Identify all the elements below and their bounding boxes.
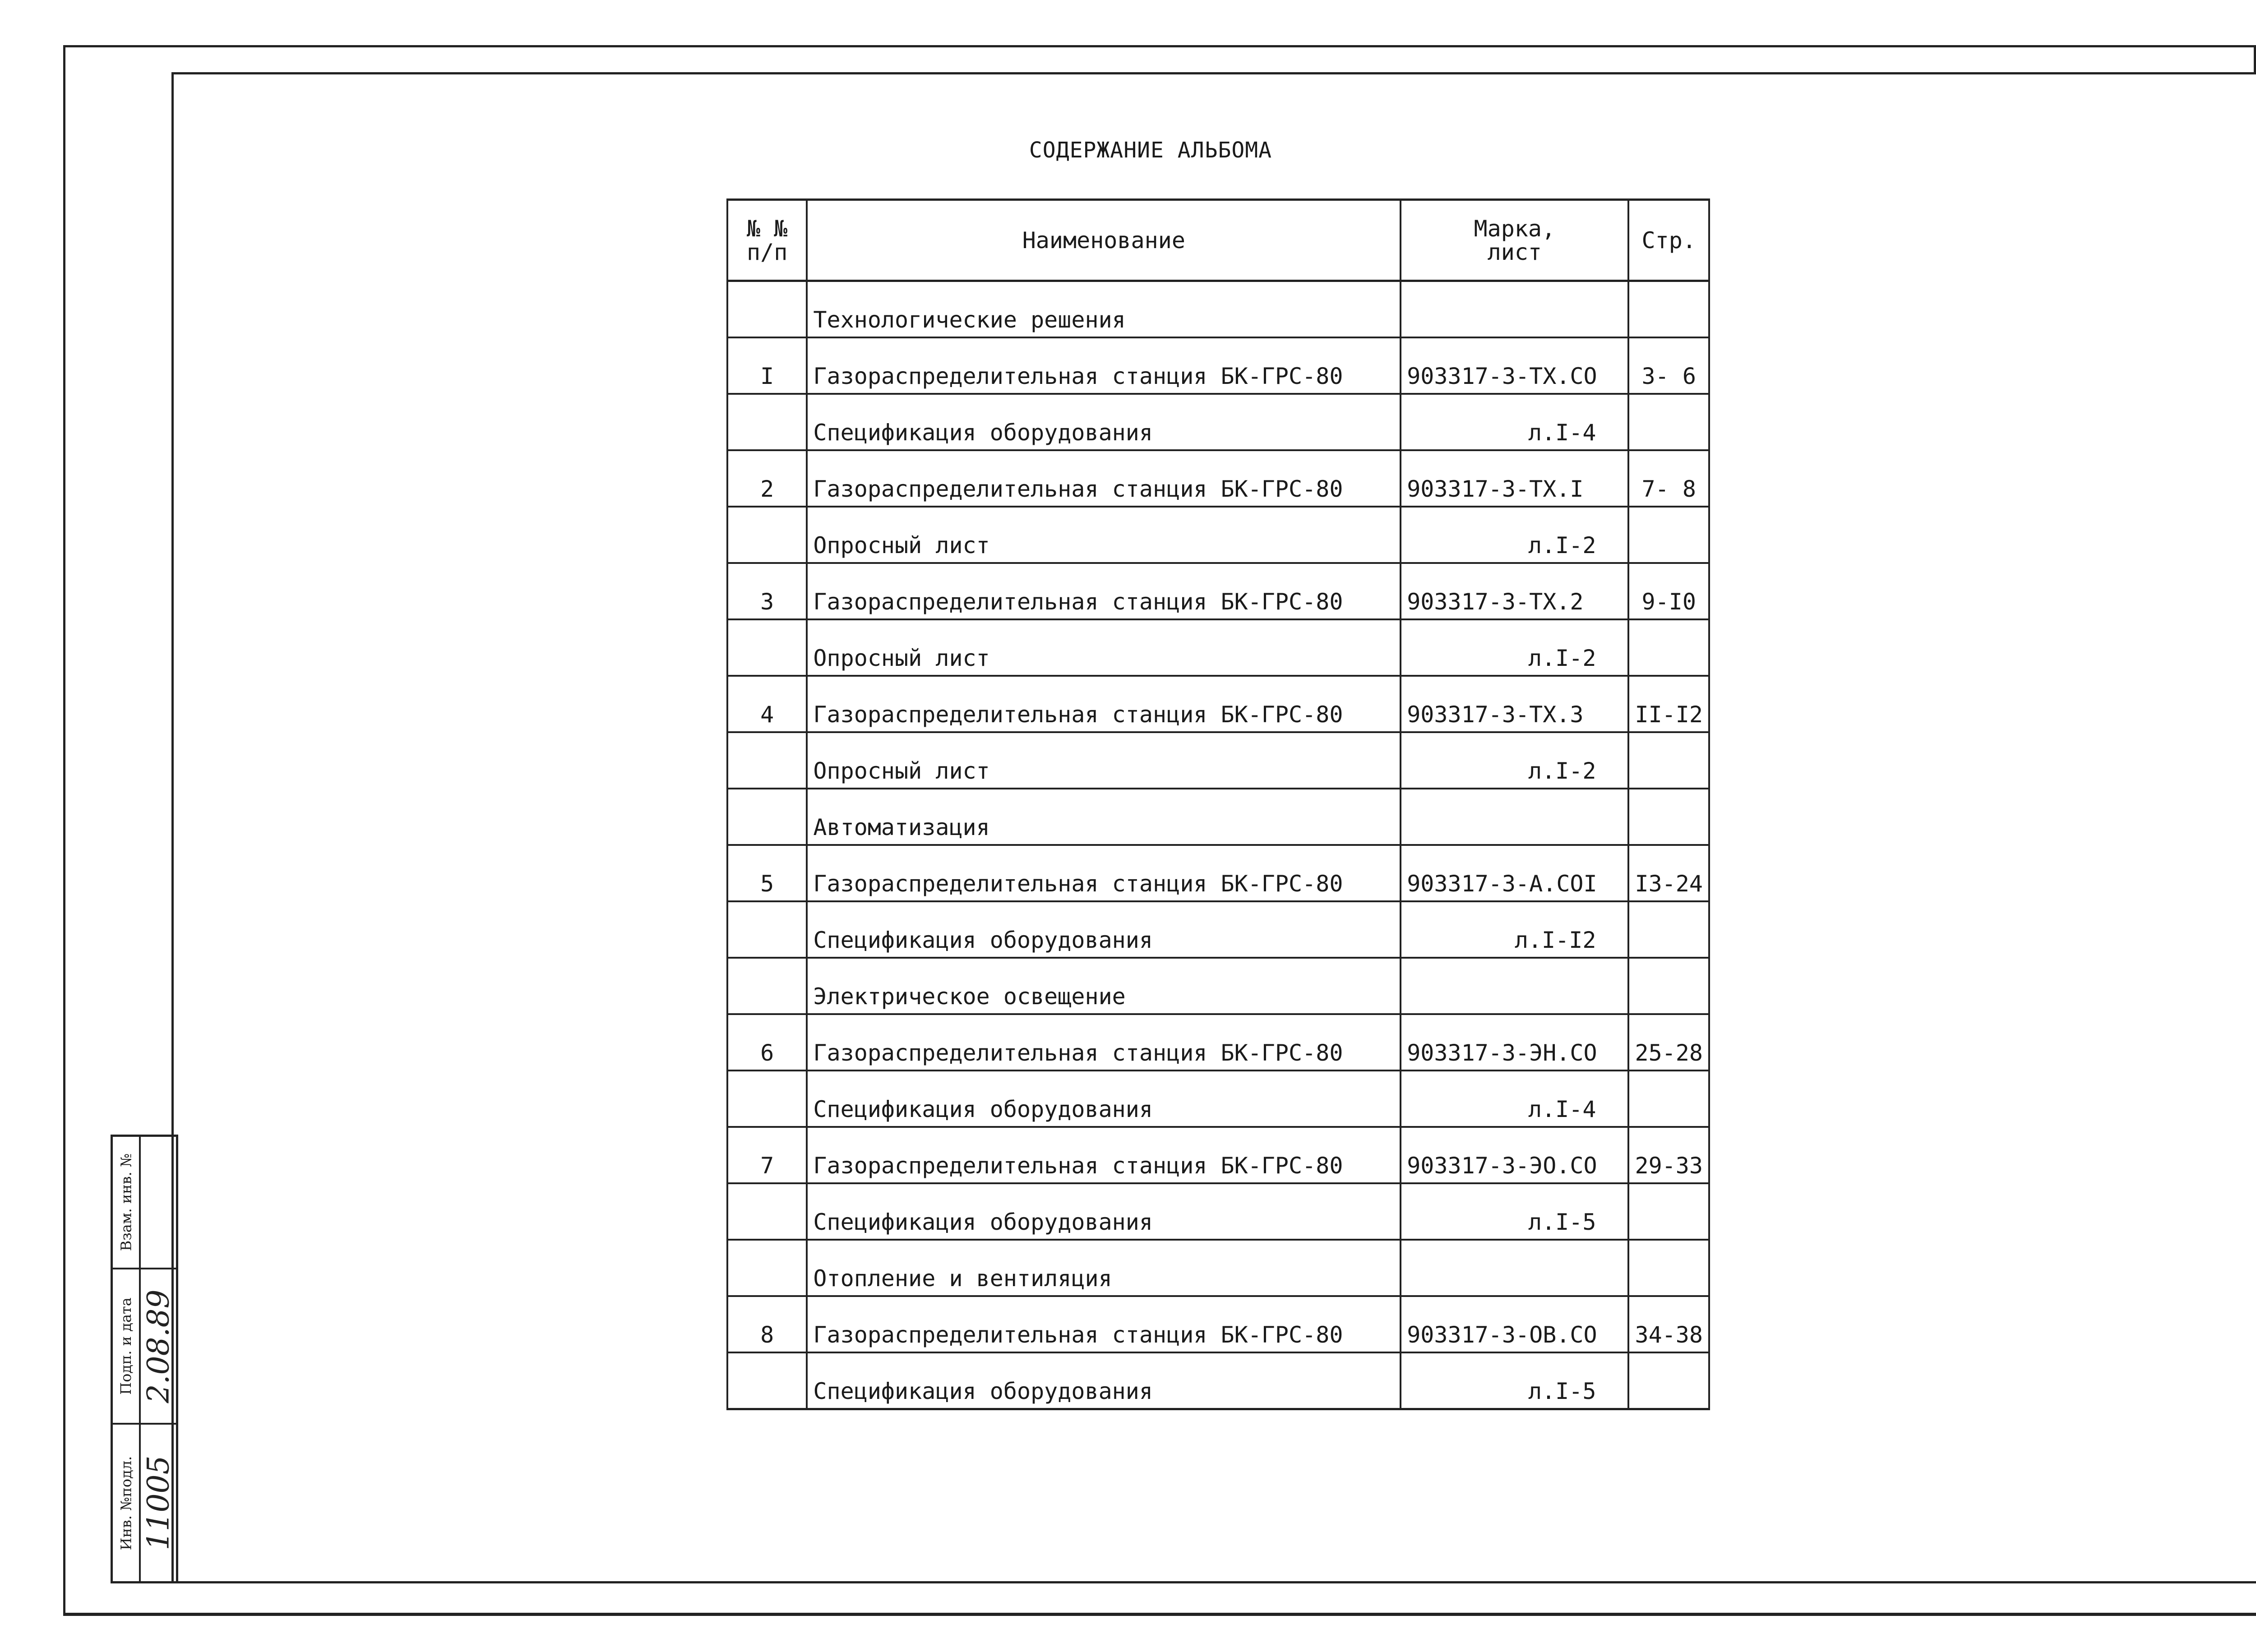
row-page-cell [1628, 1071, 1709, 1127]
table-row-section [727, 789, 1709, 845]
row-page-cell [1628, 281, 1709, 338]
row-num-cell [727, 958, 807, 1014]
row-num-cell: I [727, 337, 807, 394]
row-name-cell: Спецификация оборудования [807, 1071, 1401, 1127]
row-name-cell: Спецификация оборудования [807, 901, 1401, 958]
row-page-cell: 7- 8 [1628, 450, 1709, 507]
table-row-item [727, 450, 1709, 507]
row-num-cell: 8 [727, 1296, 807, 1352]
stamp-inv-label: Инв. №подл. [117, 1456, 135, 1550]
row-page-cell [1628, 507, 1709, 563]
row-mark-cell: 903317-3-А.СОI [1401, 845, 1628, 901]
row-name-cell: Газораспределительная станция БК-ГРС-80 [807, 1014, 1401, 1071]
row-name-cell: Опросный лист [807, 732, 1401, 789]
stamp-replace-label-cell [113, 1137, 139, 1269]
row-num-cell [727, 394, 807, 450]
row-name-cell: Спецификация оборудования [807, 1183, 1401, 1240]
row-num-cell [727, 901, 807, 958]
stamp-replace-label: Взам. инв. № [117, 1153, 135, 1251]
table-header-row [727, 200, 1709, 281]
stamp-sign-value: 2.08.89 [141, 1289, 176, 1403]
section-title-cell: Электрическое освещение [807, 958, 1401, 1014]
row-num-cell: 2 [727, 450, 807, 507]
stamp-inv-value: 11005 [141, 1455, 176, 1550]
row-page-cell: 34-38 [1628, 1296, 1709, 1352]
row-mark-cell [1401, 1240, 1628, 1296]
header-name: Наименование [807, 200, 1401, 281]
row-mark-cell: л.I-2 [1401, 619, 1628, 676]
row-name-cell: Газораспределительная станция БК-ГРС-80 [807, 1127, 1401, 1183]
row-page-cell: 25-28 [1628, 1014, 1709, 1071]
row-name-cell: Опросный лист [807, 619, 1401, 676]
table-row-sub [727, 1183, 1709, 1240]
stamp-inv-value-cell [141, 1425, 176, 1581]
section-title-cell: Отопление и вентиляция [807, 1240, 1401, 1296]
section-title-cell: Автоматизация [807, 789, 1401, 845]
row-mark-cell: л.I-5 [1401, 1183, 1628, 1240]
row-num-cell [727, 732, 807, 789]
stamp-replace-value-cell [141, 1137, 176, 1269]
row-mark-cell [1401, 789, 1628, 845]
header-num-line1: № № [747, 215, 788, 242]
table-row-sub [727, 901, 1709, 958]
header-mark [1401, 200, 1628, 281]
row-page-cell: 3- 6 [1628, 337, 1709, 394]
table-row-item [727, 1296, 1709, 1352]
row-mark-cell: л.I-I2 [1401, 901, 1628, 958]
row-name-cell: Газораспределительная станция БК-ГРС-80 [807, 450, 1401, 507]
row-page-cell [1628, 619, 1709, 676]
sheet-number [2254, 45, 2256, 74]
table-row-sub [727, 507, 1709, 563]
header-page: Стр. [1628, 200, 1709, 281]
row-num-cell [727, 1352, 807, 1409]
table-row-sub [727, 394, 1709, 450]
stamp-sign-value-cell [141, 1269, 176, 1425]
row-name-cell: Газораспределительная станция БК-ГРС-80 [807, 563, 1401, 619]
row-mark-cell: 903317-3-ОВ.СО [1401, 1296, 1628, 1352]
table-row-sub [727, 1071, 1709, 1127]
table-row-sub [727, 619, 1709, 676]
row-mark-cell: 903317-3-ЭН.СО [1401, 1014, 1628, 1071]
row-num-cell [727, 281, 807, 338]
header-mark-line2: лист [1487, 239, 1542, 265]
row-num-cell: 4 [727, 676, 807, 732]
row-name-cell: Газораспределительная станция БК-ГРС-80 [807, 845, 1401, 901]
row-page-cell [1628, 1240, 1709, 1296]
row-name-cell: Газораспределительная станция БК-ГРС-80 [807, 676, 1401, 732]
stamp-value-column [141, 1137, 176, 1581]
stamp-sign-label-cell [113, 1269, 139, 1425]
table-row-sub [727, 1352, 1709, 1409]
page-title: СОДЕРЖАНИЕ АЛЬБОМА [1029, 138, 1272, 163]
table-row-item [727, 337, 1709, 394]
row-mark-cell: л.I-4 [1401, 1071, 1628, 1127]
stamp-inv-label-cell [113, 1425, 139, 1581]
row-num-cell [727, 1071, 807, 1127]
stamp-sign-label: Подп. и дата [117, 1297, 135, 1395]
row-page-cell [1628, 732, 1709, 789]
row-page-cell [1628, 901, 1709, 958]
row-mark-cell [1401, 958, 1628, 1014]
row-mark-cell [1401, 281, 1628, 338]
row-name-cell: Спецификация оборудования [807, 1352, 1401, 1409]
row-page-cell [1628, 1183, 1709, 1240]
table-row-item [727, 1127, 1709, 1183]
approval-stamp [111, 1135, 178, 1583]
row-mark-cell: 903317-3-ТХ.I [1401, 450, 1628, 507]
table-row-item [727, 563, 1709, 619]
table-row-sub [727, 732, 1709, 789]
row-mark-cell: л.I-2 [1401, 732, 1628, 789]
row-mark-cell: л.I-5 [1401, 1352, 1628, 1409]
row-page-cell [1628, 789, 1709, 845]
row-mark-cell: 903317-3-ТХ.3 [1401, 676, 1628, 732]
table-row-section [727, 1240, 1709, 1296]
row-num-cell: 3 [727, 563, 807, 619]
row-num-cell: 6 [727, 1014, 807, 1071]
row-num-cell [727, 507, 807, 563]
table-row-section [727, 958, 1709, 1014]
row-num-cell [727, 789, 807, 845]
row-mark-cell: 903317-3-ТХ.2 [1401, 563, 1628, 619]
stamp-label-column [113, 1137, 141, 1581]
header-num [727, 200, 807, 281]
header-num-line2: п/п [747, 239, 788, 265]
table-row-item [727, 845, 1709, 901]
row-name-cell: Опросный лист [807, 507, 1401, 563]
section-title-cell: Технологические решения [807, 281, 1401, 338]
row-mark-cell: л.I-4 [1401, 394, 1628, 450]
row-num-cell: 7 [727, 1127, 807, 1183]
header-mark-line1: Марка, [1474, 215, 1556, 242]
table-row-item [727, 1014, 1709, 1071]
row-page-cell: I3-24 [1628, 845, 1709, 901]
row-num-cell [727, 1240, 807, 1296]
row-page-cell: 29-33 [1628, 1127, 1709, 1183]
table-row-section [727, 281, 1709, 338]
row-page-cell [1628, 394, 1709, 450]
row-num-cell: 5 [727, 845, 807, 901]
row-num-cell [727, 1183, 807, 1240]
row-page-cell [1628, 1352, 1709, 1409]
row-page-cell: II-I2 [1628, 676, 1709, 732]
row-name-cell: Газораспределительная станция БК-ГРС-80 [807, 337, 1401, 394]
row-mark-cell: л.I-2 [1401, 507, 1628, 563]
row-num-cell [727, 619, 807, 676]
row-page-cell [1628, 958, 1709, 1014]
row-name-cell: Газораспределительная станция БК-ГРС-80 [807, 1296, 1401, 1352]
contents-table [726, 198, 1710, 1410]
row-mark-cell: 903317-3-ТХ.СО [1401, 337, 1628, 394]
row-mark-cell: 903317-3-ЭО.СО [1401, 1127, 1628, 1183]
row-name-cell: Спецификация оборудования [807, 394, 1401, 450]
row-page-cell: 9-I0 [1628, 563, 1709, 619]
table-row-item [727, 676, 1709, 732]
